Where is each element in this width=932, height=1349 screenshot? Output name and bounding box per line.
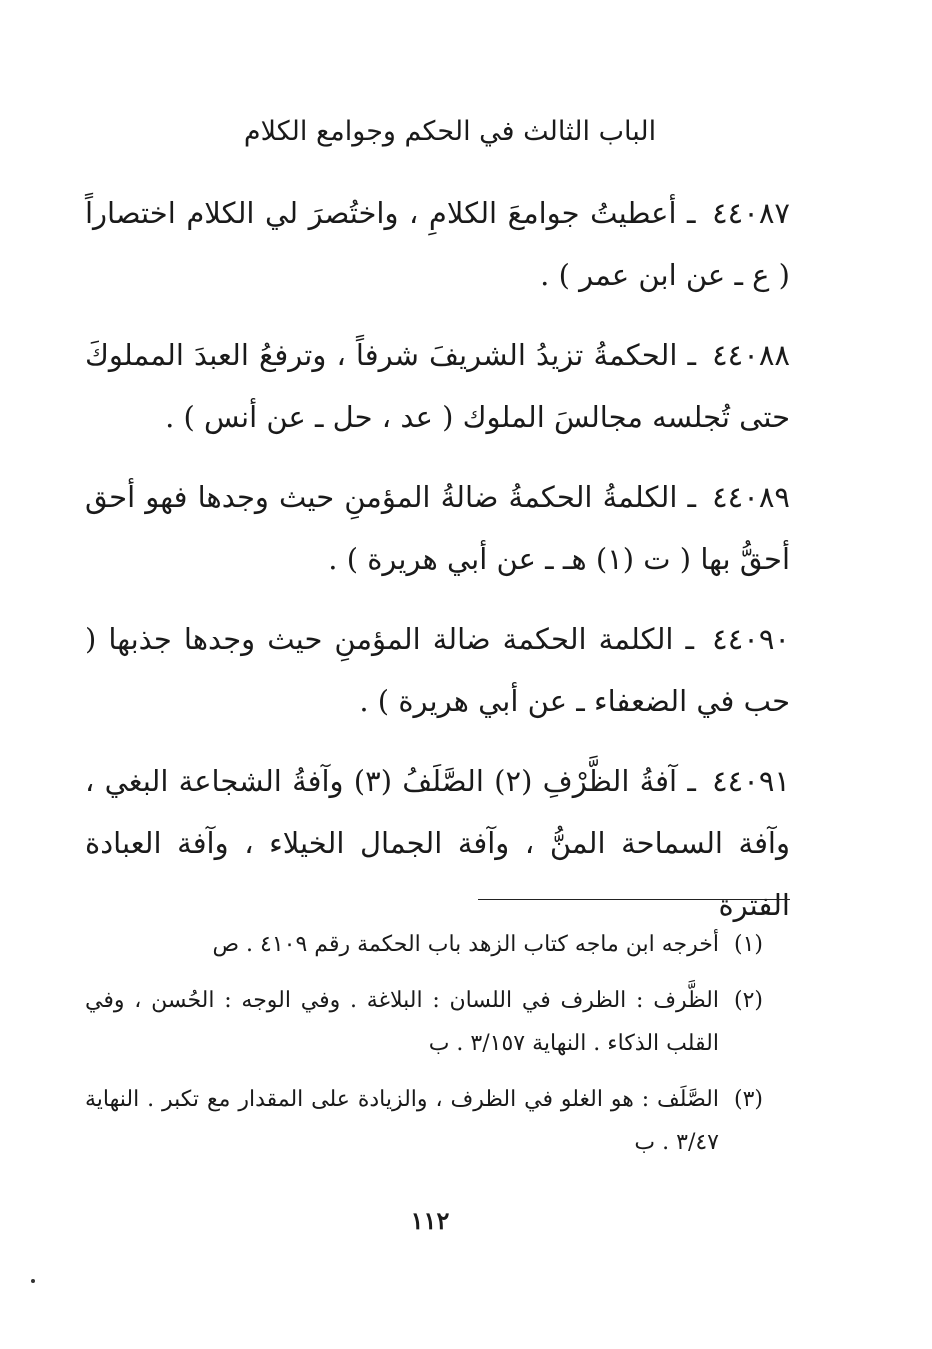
hadith-number: ٤٤٠٨٧ (712, 196, 790, 230)
footnote-mark: (١) (733, 932, 763, 957)
hadith-entry (85, 182, 790, 306)
footnote-mark: (٣) (733, 1087, 763, 1112)
footnote-text: أخرجه ابن ماجه كتاب الزهد باب الحكمة رقم ٤١٠٩ . ص (212, 932, 719, 957)
page-number: ١١٢ (410, 1206, 450, 1235)
hadith-entry (85, 608, 790, 732)
hadith-list (85, 182, 790, 954)
hadith-entry (85, 324, 790, 448)
chapter-title: الباب الثالث في الحكم وجوامع الكلام (243, 116, 657, 147)
hadith-number: ٤٤٠٩١ (712, 764, 790, 798)
hadith-entry (85, 466, 790, 590)
hadith-text: ـ أعطيتُ جوامعَ الكلامِ ، واختُصرَ لي الكلام اختصاراً ( ع ـ عن ابن عمر ) . (85, 196, 790, 292)
footnote (85, 1078, 763, 1164)
hadith-number: ٤٤٠٨٨ (712, 338, 790, 372)
footnotes (85, 923, 763, 1177)
hadith-number: ٤٤٠٨٩ (712, 480, 790, 514)
hadith-text: ـ آفةُ الظَّرْفِ (٢) الصَّلَفُ (٣) وآفةُ الشجاعة البغي ، وآفة السماحة المنُّ ، وآفة الجمال الخيلاء ، وآفة العبادة الفترة (85, 764, 790, 922)
hadith-text: ـ الكلمة الحكمة ضالة المؤمنِ حيث وجدها جذبها ( حب في الضعفاء ـ عن أبي هريرة ) . (85, 622, 790, 718)
hadith-text: ـ الحكمةُ تزيدُ الشريفَ شرفاً ، وترفعُ العبدَ المملوكَ حتى تُجلسه مجالسَ الملوك ( عد ، حل ـ عن أنس ) . (85, 338, 790, 434)
hadith-text: ـ الكلمةُ الحكمةُ ضالةُ المؤمنِ حيث وجدها فهو أحق أحقُّ بها ( ت (١) هـ ـ عن أبي هريرة ) . (85, 480, 790, 576)
footnote-mark: (٢) (733, 988, 763, 1013)
hadith-entry (85, 750, 790, 936)
hadith-number: ٤٤٠٩٠ (712, 622, 791, 656)
footnote-divider (478, 899, 790, 900)
footnote (85, 979, 763, 1065)
footnote (85, 923, 763, 966)
footnote-text: الصَّلَف : هو الغلو في الظرف ، والزيادة على المقدار مع تكبر . النهاية ٣/٤٧ . ب (85, 1087, 719, 1155)
footnote-text: الظَّرف : الظرف في اللسان : البلاغة . وفي الوجه : الحُسن ، وفي القلب الذكاء . النهاية ٣/١٥٧ . ب (85, 988, 719, 1056)
scan-speck (31, 1279, 35, 1283)
